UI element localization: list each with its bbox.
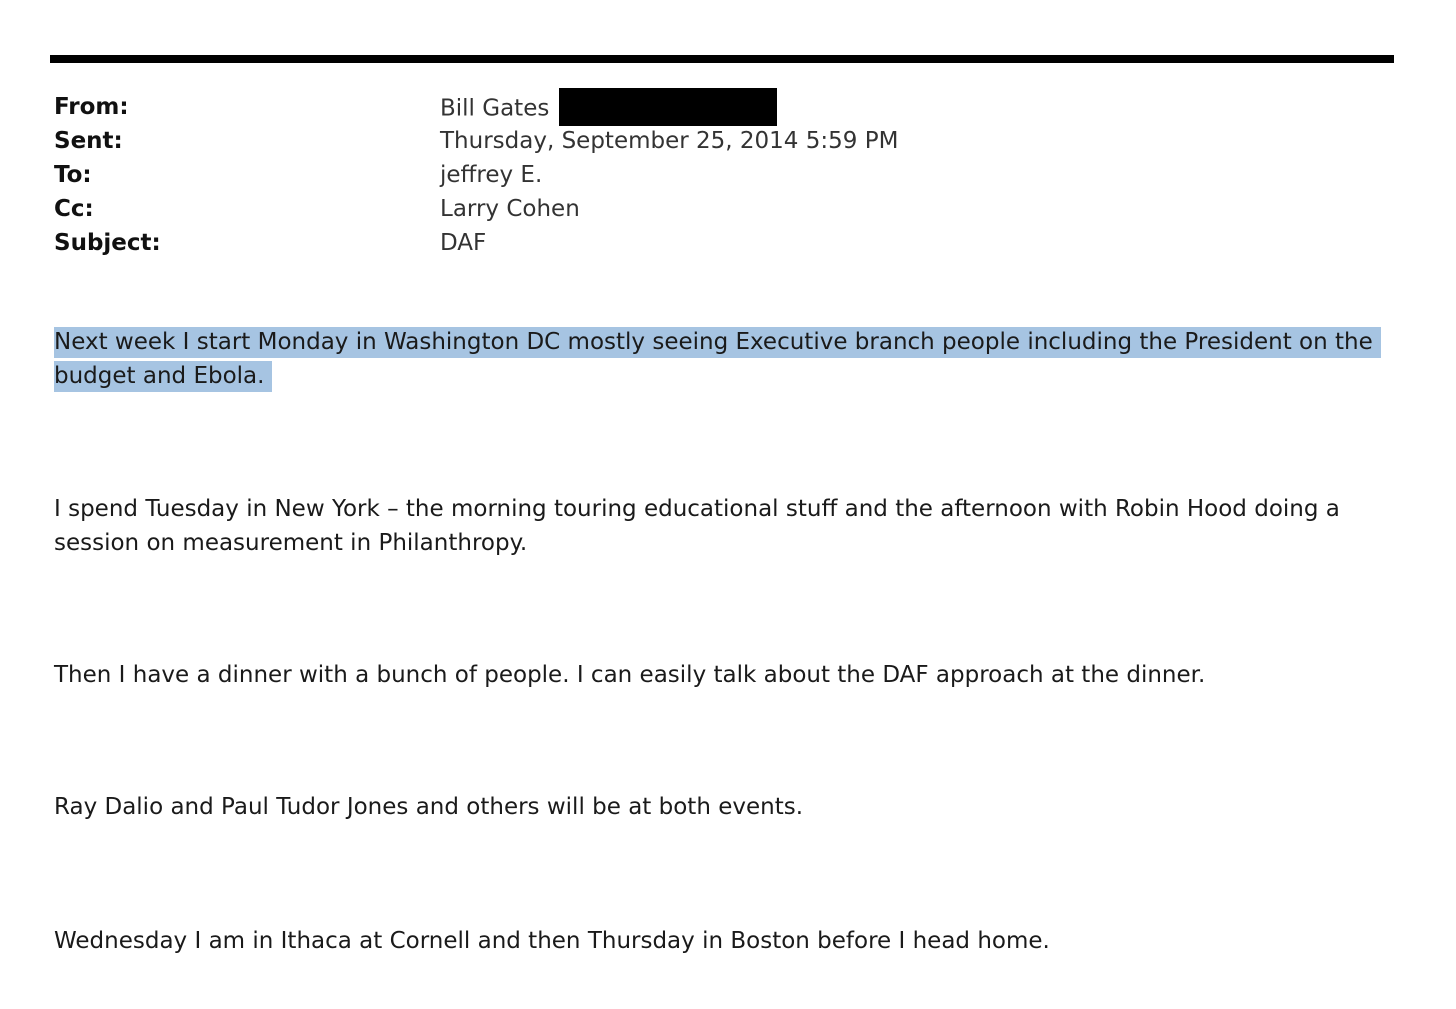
header-divider-rule xyxy=(50,55,1394,63)
subject-label: Subject: xyxy=(54,230,161,256)
cc-row xyxy=(54,192,1354,226)
redaction-box xyxy=(559,88,777,126)
sent-value: Thursday, September 25, 2014 5:59 PM xyxy=(440,128,899,154)
sent-label: Sent: xyxy=(54,128,123,154)
to-value: jeffrey E. xyxy=(440,162,543,188)
from-label: From: xyxy=(54,94,129,120)
body-paragraph-5: Wednesday I am in Ithaca at Cornell and then Thursday in Boston before I head home. xyxy=(54,928,1050,954)
body-paragraph-1[interactable] xyxy=(54,325,1394,393)
body-paragraph-3: Then I have a dinner with a bunch of people. I can easily talk about the DAF approach at the dinner. xyxy=(54,662,1206,688)
sender-name: Bill Gates xyxy=(440,95,550,122)
selected-text[interactable]: Next week I start Monday in Washington DC mostly seeing Executive branch people including the President on the budget and Ebola. xyxy=(54,327,1381,392)
cc-label: Cc: xyxy=(54,196,94,222)
sent-row xyxy=(54,124,1354,158)
subject-row xyxy=(54,226,1354,260)
subject-value: DAF xyxy=(440,230,487,256)
from-row xyxy=(54,90,1354,124)
from-value xyxy=(440,90,777,128)
email-header xyxy=(54,90,1354,260)
body-paragraph-2: I spend Tuesday in New York – the morning touring educational stuff and the afternoon with Robin Hood doing a session on measurement in Philanthropy. xyxy=(54,496,1340,556)
body-paragraph-4: Ray Dalio and Paul Tudor Jones and others will be at both events. xyxy=(54,794,804,820)
to-label: To: xyxy=(54,162,92,188)
cc-value: Larry Cohen xyxy=(440,196,580,222)
to-row xyxy=(54,158,1354,192)
